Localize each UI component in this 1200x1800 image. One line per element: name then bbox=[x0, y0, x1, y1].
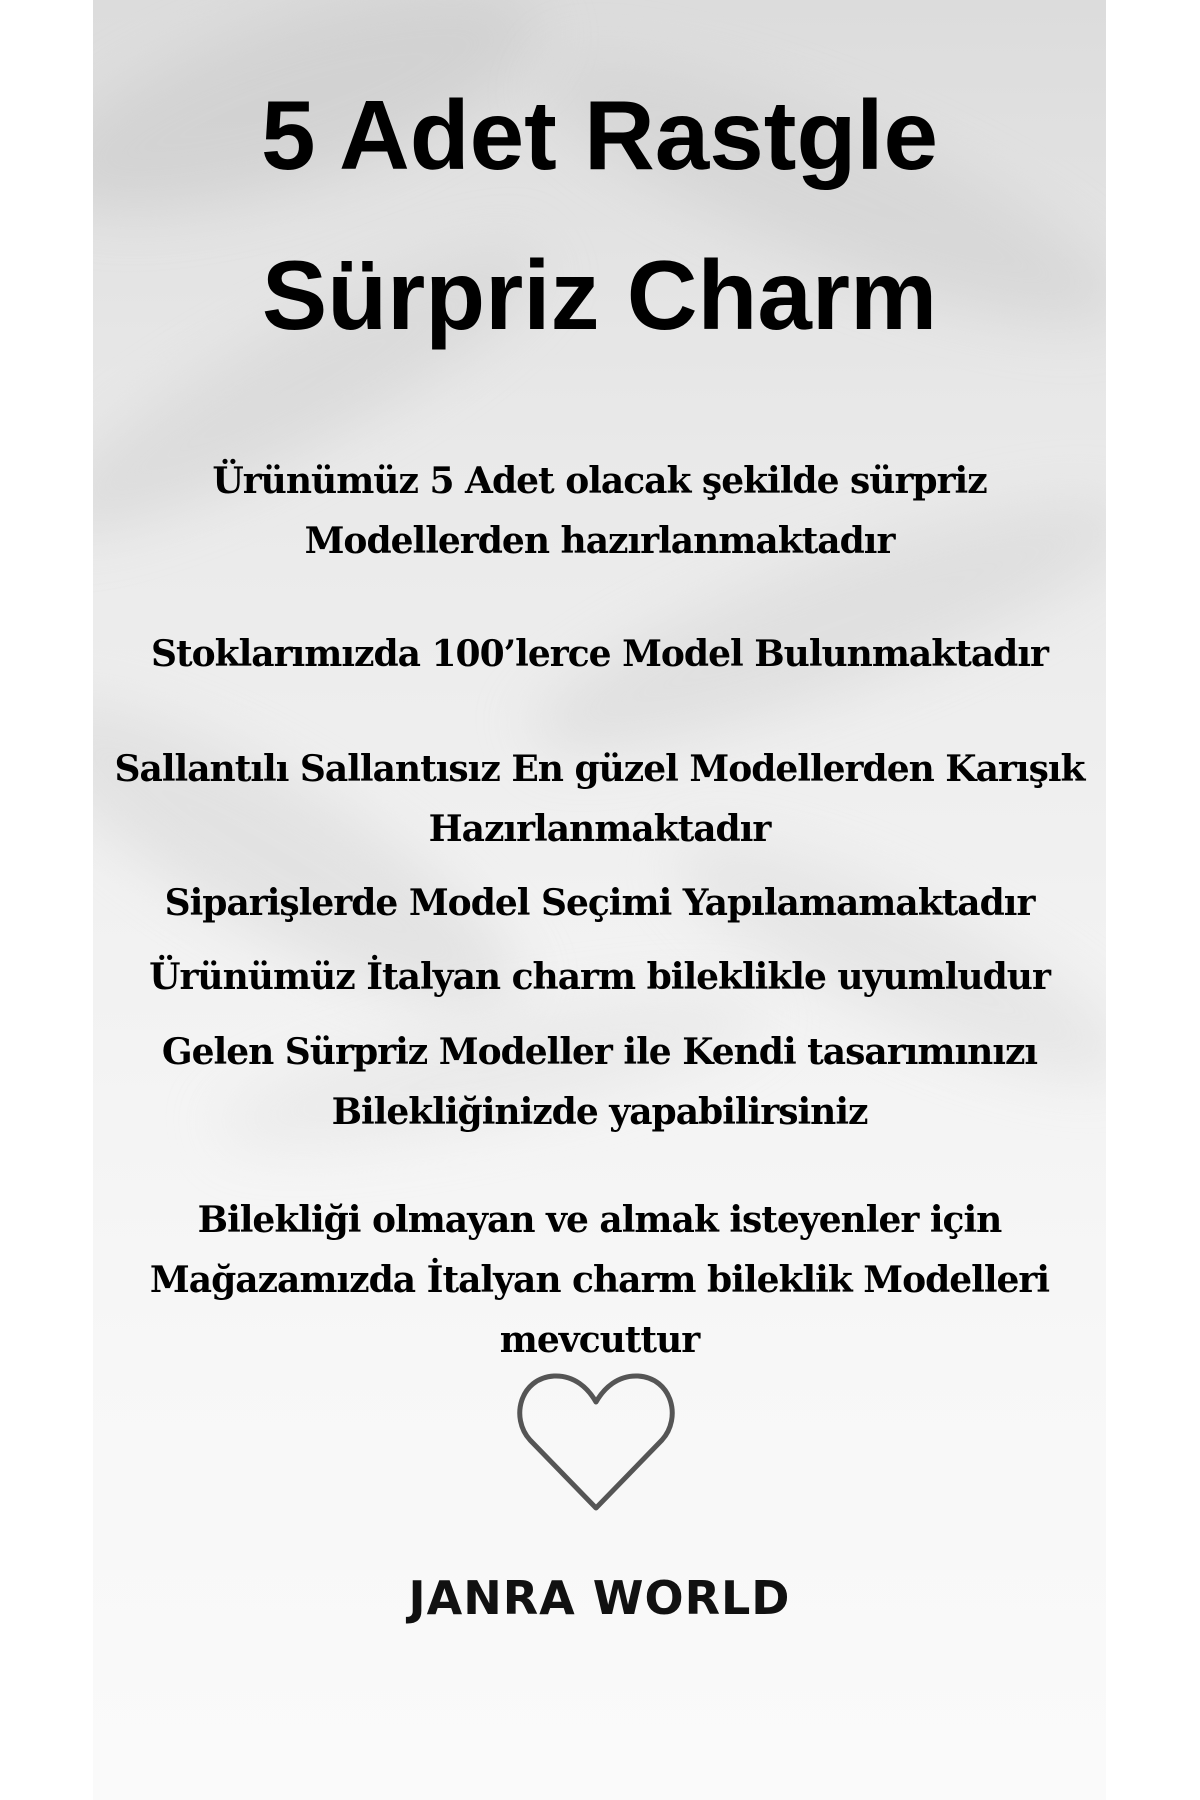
title-line: 5 Adet Rastgle bbox=[260, 80, 939, 190]
paragraph-line: Modellerden hazırlanmaktadır bbox=[304, 520, 895, 562]
paragraph-line: Hazırlanmaktadır bbox=[428, 808, 771, 850]
title-line: Sürpriz Charm bbox=[261, 240, 938, 350]
info-paragraph-store bbox=[93, 1190, 1106, 1370]
paragraph-line: Sallantılı Sallantısız En güzel Modellerden Karışık bbox=[114, 748, 1085, 790]
info-paragraph-quantity bbox=[93, 451, 1106, 571]
paragraph-line: Bilekliğinizde yapabilirsiniz bbox=[331, 1091, 868, 1133]
info-paragraph-design bbox=[93, 1022, 1106, 1142]
paragraph-line: Stoklarımızda 100’lerce Model Bulunmaktadır bbox=[151, 633, 1048, 675]
page-title bbox=[93, 55, 1106, 375]
paragraph-line: Mağazamızda İtalyan charm bileklik Modelleri bbox=[149, 1259, 1050, 1301]
info-paragraph-mix bbox=[93, 739, 1106, 859]
paragraph-line: Ürünümüz İtalyan charm bileklikle uyumludur bbox=[149, 956, 1050, 998]
info-paragraph-compatibility bbox=[93, 947, 1106, 1007]
paragraph-line: Ürünümüz 5 Adet olacak şekilde sürpriz bbox=[212, 460, 987, 502]
brand-name: JANRA WORLD bbox=[408, 1571, 791, 1625]
paragraph-line: Siparişlerde Model Seçimi Yapılamamaktadır bbox=[164, 882, 1035, 924]
info-paragraph-stock bbox=[93, 624, 1106, 684]
paragraph-line: Gelen Sürpriz Modeller ile Kendi tasarımınızı bbox=[161, 1031, 1038, 1073]
heart-outline-icon bbox=[516, 1368, 676, 1514]
info-paragraph-selection bbox=[93, 873, 1106, 933]
paragraph-line: Bilekliği olmayan ve almak isteyenler için bbox=[197, 1199, 1002, 1241]
product-info-card bbox=[93, 0, 1106, 1800]
paragraph-line: mevcuttur bbox=[499, 1319, 700, 1361]
